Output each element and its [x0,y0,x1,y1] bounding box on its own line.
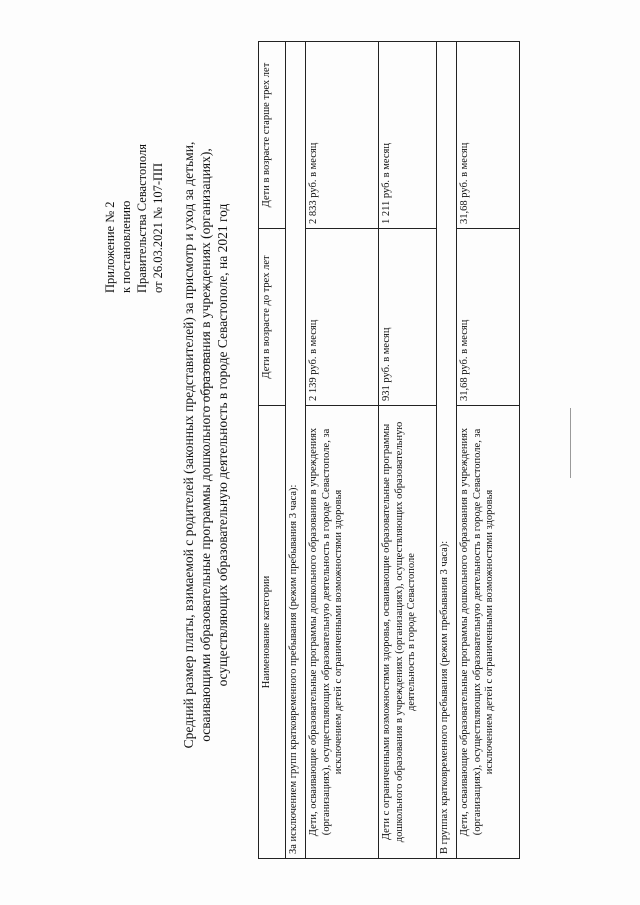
appendix-block [102,33,166,293]
value-cell: 1 211 руб. в месяц [379,42,437,229]
header-over-three: Дети в возрасте старше трех лет [259,42,286,229]
category-cell: Дети, осваивающие образовательные программы дошкольного образования в учреждениях (организациях), осуществляющих образовательную деятельность в городе Севастополе, за исключением детей с ограниченными возможностями здоровья [457,406,520,859]
table-row [379,42,437,859]
section-row [286,42,306,859]
section-row [437,42,457,859]
category-cell: Дети с ограниченными возможностями здоровья, осваивающие образовательные программы дошкольного образования в учреждениях (организациях), осуществляющих образовательную деятельность в городе Севастополе [379,406,437,859]
value-cell: 2 139 руб. в месяц [306,229,379,406]
title-line: осуществляющих образовательную деятельность в городе Севастополе, на 2021 год [215,203,230,687]
appendix-line: Приложение № 2 [103,201,117,293]
category-cell: Дети, осваивающие образовательные программы дошкольного образования в учреждениях (организациях), осуществляющих образовательную деятельность в городе Севастополе, за исключением детей с ограниченными возможностями здоровья [306,406,379,859]
value-cell: 31,68 руб. в месяц [457,42,520,229]
value-cell: 31,68 руб. в месяц [457,229,520,406]
document-title [180,115,231,775]
header-under-three: Дети в возрасте до трех лет [259,229,286,406]
section-title: За исключением групп кратковременного пребывания (режим пребывания 3 часа): [286,42,306,859]
value-cell: 2 833 руб. в месяц [306,42,379,229]
table-header-row [259,42,286,859]
value-cell: 931 руб. в месяц [379,229,437,406]
section-title: В группах кратковременного пребывания (режим пребывания 3 часа): [437,42,457,859]
table-row [457,42,520,859]
table-row [306,42,379,859]
header-category: Наименование категории [259,406,286,859]
fee-table [258,41,520,859]
appendix-line: от 26.03.2021 № 107-ПП [151,162,165,293]
appendix-line: Правительства Севастополя [135,144,149,293]
appendix-line: к постановлению [119,200,133,293]
title-line: осваивающими образовательные программы дошкольного образования в учреждениях (организациях), [198,148,213,742]
title-line: Средний размер платы, взимаемой с родителей (законных представителей) за присмотр и уход за детьми, [181,141,196,749]
